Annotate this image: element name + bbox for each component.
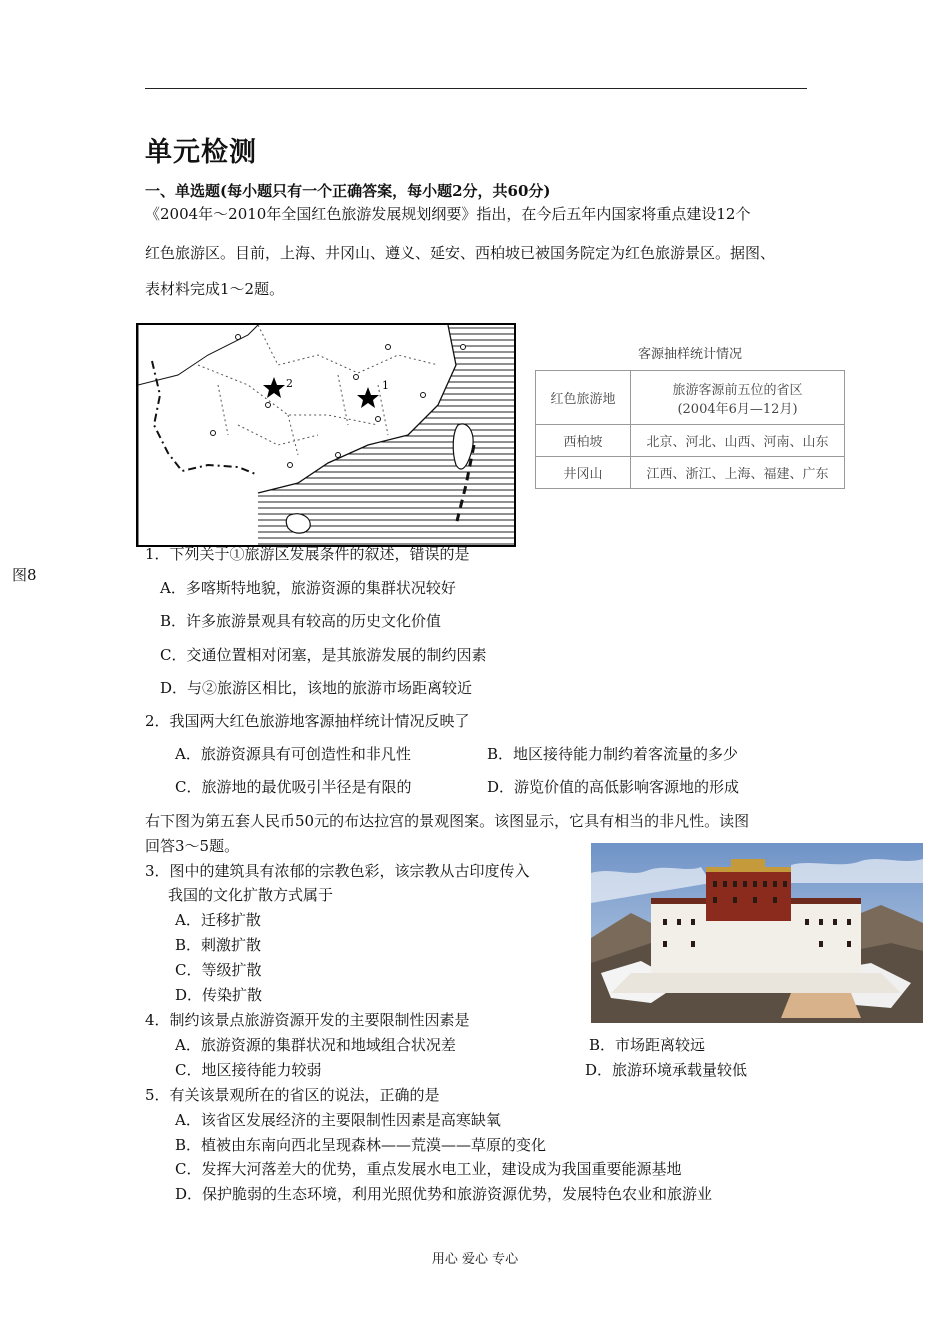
star-marker-1-icon <box>357 387 379 408</box>
source-statistics-table <box>535 370 845 489</box>
marker-1-label: 1 <box>382 379 389 392</box>
q4-option-b: B．市场距离较远 <box>589 1036 706 1054</box>
q2-option-c: C．旅游地的最优吸引半径是有限的 <box>175 778 412 796</box>
potala-palace-photo <box>591 843 923 1023</box>
q2-stem: 2．我国两大红色旅游地客源抽样统计情况反映了 <box>145 712 470 730</box>
q3-stem-line-2: 我国的文化扩散方式属于 <box>168 886 334 904</box>
table-header-provinces <box>631 371 845 425</box>
page-footer: 用心 爱心 专心 <box>431 1252 519 1267</box>
q5-option-a: A．该省区发展经济的主要限制性因素是高寒缺氧 <box>175 1111 501 1129</box>
table-cell-provinces: 江西、浙江、上海、福建、广东 <box>631 457 845 489</box>
q3-option-c: C．等级扩散 <box>175 961 262 979</box>
page-title: 单元检测 <box>145 137 257 168</box>
q5-stem: 5．有关该景观所在的省区的说法，正确的是 <box>145 1086 440 1104</box>
intro-line-1: 《2004年～2010年全国红色旅游发展规划纲要》指出，在今后五年内国家将重点建设12个 <box>145 205 751 223</box>
table-cell-place: 井冈山 <box>536 457 631 489</box>
q5-option-b: B．植被由东南向西北呈现森林——荒漠——草原的变化 <box>175 1136 547 1154</box>
q1-option-b: B．许多旅游景观具有较高的历史文化价值 <box>160 612 442 630</box>
table-header-place: 红色旅游地 <box>536 371 631 425</box>
intro2-line-1: 右下图为第五套人民币50元的布达拉宫的景观图案。该图显示，它具有相当的非凡性。读图 <box>145 812 750 830</box>
intro2-line-2: 回答3～5题。 <box>145 837 240 855</box>
section-heading: 一、单选题(每小题只有一个正确答案，每小题2分，共60分) <box>145 182 551 200</box>
q1-option-c: C．交通位置相对闭塞，是其旅游发展的制约因素 <box>160 646 487 664</box>
map-svg <box>138 325 514 545</box>
table-cell-place: 西柏坡 <box>536 425 631 457</box>
q1-option-d: D．与②旅游区相比，该地的旅游市场距离较近 <box>160 679 473 697</box>
q3-stem-line-1: 3．图中的建筑具有浓郁的宗教色彩，该宗教从古印度传入 <box>145 862 530 880</box>
q2-option-b: B．地区接待能力制约着客流量的多少 <box>487 745 739 763</box>
q2-option-a: A．旅游资源具有可创造性和非凡性 <box>175 745 411 763</box>
table-header-row <box>536 371 845 425</box>
sea-area <box>258 325 514 545</box>
table-cell-provinces: 北京、河北、山西、河南、山东 <box>631 425 845 457</box>
province-boundaries <box>198 325 438 455</box>
q1-stem: 1．下列关于①旅游区发展条件的叙述，错误的是 <box>145 545 470 563</box>
potala-photo-svg <box>591 843 923 1023</box>
intro-line-2: 红色旅游区。目前，上海、井冈山、遵义、延安、西柏坡已被国务院定为红色旅游景区。据图、 <box>145 244 776 262</box>
table-row <box>536 457 845 489</box>
table-header-provinces-line2: (2004年6月—12月) <box>677 401 798 417</box>
national-boundary <box>152 361 258 475</box>
q4-option-c: C．地区接待能力较弱 <box>175 1061 322 1079</box>
q2-option-d: D．游览价值的高低影响客源地的形成 <box>487 778 740 796</box>
q5-option-c: C．发挥大河落差大的优势，重点发展水电工业，建设成为我国重要能源基地 <box>175 1160 682 1178</box>
table-header-provinces-line1: 旅游客源前五位的省区 <box>672 382 803 398</box>
q4-option-a: A．旅游资源的集群状况和地域组合状况差 <box>175 1036 456 1054</box>
header-rule <box>145 88 807 89</box>
marker-2-label: 2 <box>286 377 293 390</box>
hainan-island <box>286 514 310 533</box>
star-marker-2-icon <box>263 377 285 398</box>
q3-option-b: B．刺激扩散 <box>175 936 262 954</box>
land-outline <box>138 325 258 545</box>
figure-caption: 图8 <box>12 566 37 584</box>
q1-option-a: A．多喀斯特地貌，旅游资源的集群状况较好 <box>160 579 456 597</box>
q3-option-d: D．传染扩散 <box>175 986 263 1004</box>
q5-option-d: D．保护脆弱的生态环境，利用光照优势和旅游资源优势，发展特色农业和旅游业 <box>175 1185 713 1203</box>
table-row <box>536 425 845 457</box>
q4-option-d: D．旅游环境承载量较低 <box>585 1061 748 1079</box>
table-title: 客源抽样统计情况 <box>637 347 742 362</box>
q4-stem: 4．制约该景点旅游资源开发的主要限制性因素是 <box>145 1011 470 1029</box>
q3-option-a: A．迁移扩散 <box>175 911 261 929</box>
intro-line-3: 表材料完成1～2题。 <box>145 280 285 298</box>
china-map-figure <box>136 323 516 547</box>
